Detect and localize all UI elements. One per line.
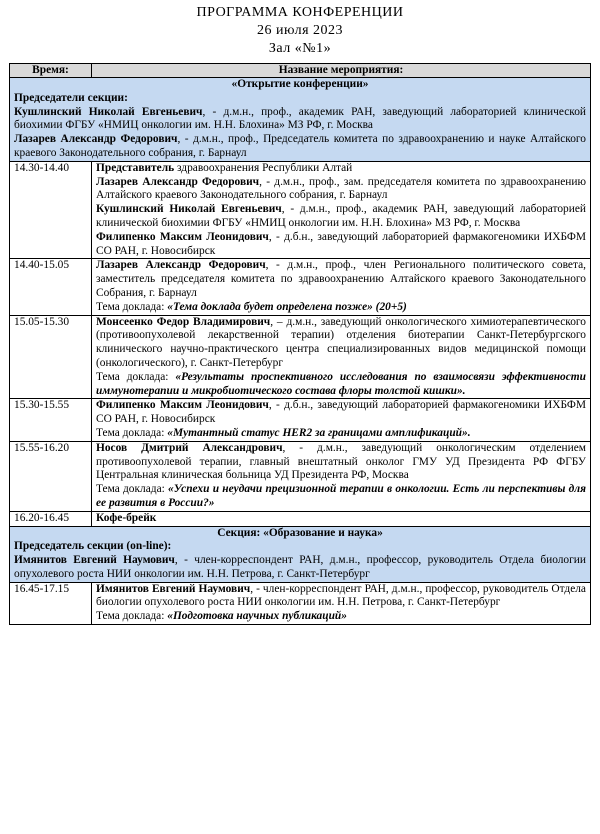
- table-row: [10, 315, 591, 399]
- talk-topic: [96, 371, 586, 399]
- speaker-desc: , - д.б.н., заведующий лабораторией фармакогеномики ИХБФМ СО РАН, г. Новосибирск: [96, 399, 586, 426]
- chair-entry: [14, 133, 586, 161]
- event-cell: [92, 161, 591, 259]
- chair-label: Председатель секции (on-line):: [14, 540, 172, 553]
- speaker-entry: [96, 162, 586, 176]
- table-row: [10, 399, 591, 441]
- time-cell: 14.40-15.05: [10, 259, 92, 315]
- chair-desc: , - член-корреспондент РАН, д.м.н., профессор, руководитель Отдела биологии опухолевого роста НИИ онкологии им. Н.Н. Петрова, г. Санкт-Петербург: [14, 554, 586, 580]
- chair-name: Кушлинский Николай Евгеньевич: [14, 105, 203, 118]
- section-education: [10, 526, 591, 582]
- table-row: [10, 441, 591, 511]
- speaker-entry: [96, 231, 586, 259]
- event-cell: [92, 511, 591, 526]
- talk-topic: [96, 301, 586, 315]
- speaker-name: Лазарев Александр Федорович: [96, 175, 260, 188]
- event-cell: [92, 259, 591, 315]
- column-header-event: Название мероприятия:: [92, 64, 591, 78]
- talk-topic: [96, 483, 586, 511]
- topic-text: [167, 427, 470, 439]
- speaker-name: Представитель: [96, 161, 175, 174]
- topic-text: «Успехи и неудачи прецизионной терапии в онкологии. Есть ли перспективы для ее развития в России?»: [96, 483, 586, 509]
- column-header-time: Время:: [10, 64, 92, 78]
- chair-desc: , - д.м.н., проф., Председатель комитета по здравоохранению и науке Алтайского краевого Законодательного собрания, г. Барнаул: [14, 133, 587, 159]
- table-row: [10, 582, 591, 624]
- section-opening: [10, 78, 591, 162]
- speaker-name: Филипенко Максим Леонидович: [96, 230, 269, 243]
- time-cell: 15.05-15.30: [10, 315, 92, 399]
- chair-name: Имянитов Евгений Наумович: [14, 554, 175, 567]
- speaker-name: Имянитов Евгений Наумович: [96, 582, 251, 595]
- speaker-name: Лазарев Александр Федорович: [96, 259, 266, 272]
- topic-text: «Подготовка научных публикаций»: [167, 610, 347, 623]
- chair-entry: [14, 554, 586, 582]
- document-title: ПРОГРАММА КОНФЕРЕНЦИИ: [196, 5, 404, 20]
- topic-text-part: за границами амплификаций».: [312, 426, 471, 439]
- section-title: Секция: «Образование и наука»: [217, 526, 383, 539]
- topic-label: Тема доклада:: [96, 610, 168, 623]
- speaker-entry: [96, 442, 586, 483]
- chair-name: Лазарев Александр Федорович: [14, 133, 178, 146]
- topic-label: Тема доклада:: [96, 300, 168, 313]
- speaker-desc: , - д.м.н., проф., зам. председателя комитета по здравоохранению Алтайского краевого Законодательного собрания, г. Барнаул: [96, 175, 586, 202]
- speaker-name: Монсеенко Федор Владимирович: [96, 315, 271, 328]
- topic-gene: HER2: [282, 426, 313, 439]
- speaker-desc: , - член-корреспондент РАН, д.м.н., профессор, руководитель Отдела биологии опухолевого роста НИИ онкологии им. Н.Н. Петрова, г. Санкт-Петербург: [96, 582, 586, 609]
- table-row: [10, 511, 591, 526]
- event-cell: [92, 399, 591, 441]
- speaker-entry: [96, 259, 586, 300]
- speaker-desc: , - д.м.н., заведующий онкологическим отделением противоопухолевой терапии, главный внештатный онколог ГМУ УД Президента РФ ФГБУ Центральная клиническая больница УД Президента РФ, Москва: [96, 441, 586, 482]
- topic-text-part: «Мутантный статус: [167, 426, 283, 439]
- document-header: [0, 0, 600, 58]
- table-row: [10, 259, 591, 315]
- speaker-desc: , - д.м.н., проф., член Регионального политического совета, заместитель председателя комитета по здравоохранению Алтайского краевого Законодательного Собрания, г. Барнаул: [96, 259, 587, 299]
- speaker-name: Носов Дмитрий Александрович: [96, 441, 283, 454]
- chair-desc: , - д.м.н., проф., академик РАН, заведующий лабораторией клинической биохимии ФГБУ «НМИЦ онкологии им. Н.Н. Блохина» МЗ РФ, г. Москва: [14, 105, 587, 132]
- event-cell: [92, 441, 591, 511]
- chairs-label: Председатели секции:: [14, 91, 128, 104]
- hall-name: Зал «№1»: [268, 41, 332, 56]
- speaker-name: Кушлинский Николай Евгеньевич: [96, 203, 282, 216]
- chair-entry: [14, 106, 586, 134]
- topic-label: Тема доклада:: [96, 483, 169, 496]
- talk-topic: [96, 610, 586, 624]
- topic-label: Тема доклада:: [96, 370, 176, 383]
- speaker-desc: здравоохранения Республики Алтай: [174, 161, 353, 174]
- coffee-break: Кофе-брейк: [96, 511, 157, 524]
- conference-date: 26 июля 2023: [256, 23, 344, 38]
- event-cell: [92, 582, 591, 624]
- topic-text: «Тема доклада будет определена позже» (20+5): [167, 300, 407, 313]
- time-cell: 14.30-14.40: [10, 161, 92, 259]
- speaker-entry: [96, 316, 586, 371]
- speaker-name: Филипенко Максим Леонидович: [96, 399, 269, 412]
- speaker-desc: , - д.б.н., заведующий лабораторией фармакогеномики ИХБФМ СО РАН, г. Новосибирск: [96, 230, 586, 257]
- speaker-entry: [96, 399, 586, 427]
- speaker-desc: , – д.м.н., заведующий онкологического химиотерапевтического (противоопухолевой лекарственной терапии) отделения биотерапии Санкт-Петербургского клинического научно-практического центра специализированных видов медицинской помощи (онкологического), г. Санкт-Петербург: [96, 315, 586, 369]
- speaker-entry: [96, 176, 586, 204]
- time-cell: 16.45-17.15: [10, 582, 92, 624]
- time-cell: 15.30-15.55: [10, 399, 92, 441]
- table-header-row: [10, 64, 591, 78]
- speaker-entry: [96, 203, 586, 231]
- section-title: «Открытие конференции»: [231, 78, 369, 90]
- program-table: [9, 63, 591, 625]
- speaker-desc: , - д.м.н., проф., академик РАН, заведующий лабораторией клинической биохимии ФГБУ «НМИЦ онкологии им. Н.Н. Блохина» МЗ РФ, г. Москва: [96, 203, 586, 229]
- topic-label: Тема доклада:: [96, 426, 168, 439]
- speaker-entry: [96, 583, 586, 611]
- time-cell: 16.20-16.45: [10, 511, 92, 526]
- talk-topic: [96, 427, 586, 441]
- topic-text: «Результаты проспективного исследования по взаимосвязи эффективности иммунотерапии и микробиотического состава флоры толстой кишки».: [96, 370, 586, 397]
- event-cell: [92, 315, 591, 399]
- table-row: [10, 161, 591, 259]
- time-cell: 15.55-16.20: [10, 441, 92, 511]
